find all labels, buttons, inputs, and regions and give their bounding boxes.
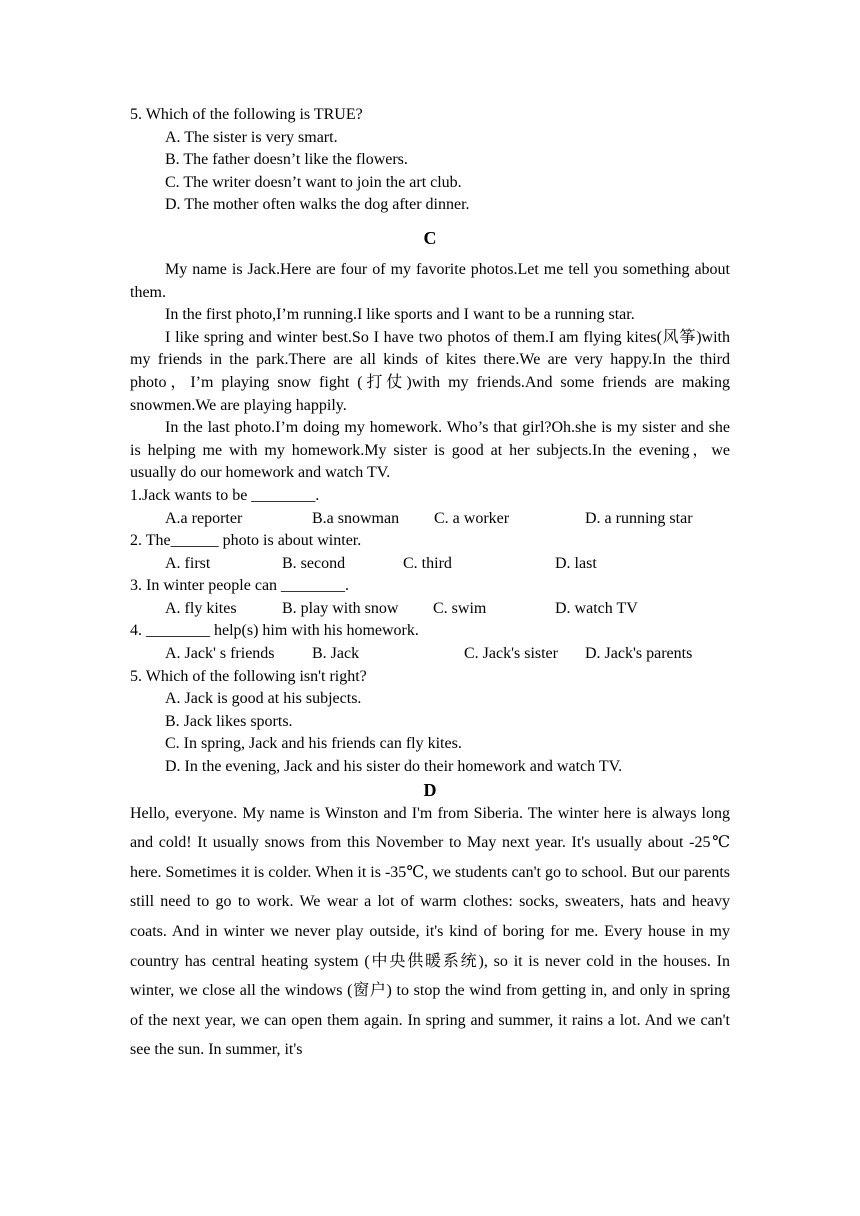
question-c4: 4. ________ help(s) him with his homework. (130, 622, 419, 640)
question-c1: 1.Jack wants to be ________. (130, 486, 320, 504)
option-c3-c: C. swim (433, 599, 487, 617)
option-c4-d: D. Jack's parents (585, 645, 693, 663)
passage-c-paragraph-4: In the last photo.I’m doing my homework. Who’s that girl?Oh.she is my sister and she is helping me with my homework.My sister is good at her subjects.In the evening，we usually do our homework and watch TV. (130, 419, 730, 482)
option-c2-b: B. second (282, 554, 346, 572)
option-b5-d: D. The mother often walks the dog after dinner. (165, 196, 470, 214)
option-c3-d: D. watch TV (555, 599, 638, 617)
option-c2-d: D. last (555, 554, 597, 572)
passage-d-text: Hello, everyone. My name is Winston and I'm from Siberia. The winter here is always long and cold! It usually snows from this November to May next year. It's usually about -25℃ here. Sometimes it is colder. When it is -35℃, we students can't go to school. But our parents still need to go to work. We wear a lot of warm clothes: socks, sweaters, hats and heavy coats. And in winter we never play outside, it's kind of boring for me. Every house in my country has central heating system (中央供暖系统), so it is never cold in the houses. In winter, we close all the windows (窗户) to stop the wind from getting in, and only in spring of the next year, we can open them again. In spring and summer, it rains a lot. And we can't see the sun. In summer, it's (130, 804, 730, 1059)
section-d-heading: D (423, 779, 437, 800)
options-c2 (130, 553, 730, 576)
question-c2: 2. The______ photo is about winter. (130, 532, 362, 550)
option-c5-b: B. Jack likes sports. (165, 712, 293, 730)
option-c1-d: D. a running star (585, 509, 693, 527)
section-c-heading: C (423, 227, 437, 248)
question-c3: 3. In winter people can ________. (130, 577, 350, 595)
option-c5-d: D. In the evening, Jack and his sister do their homework and watch TV. (165, 758, 623, 776)
option-c5-a: A. Jack is good at his subjects. (165, 690, 362, 708)
passage-c-paragraph-3: I like spring and winter best.So I have two photos of them.I am flying kites(风筝)with my friends in the park.There are all kinds of kites there.We are very happy.In the third photo，I’m playing snow fight (打仗)with my friends.And some friends are making snowmen.We are playing happily. (130, 328, 730, 414)
option-c2-c: C. third (403, 554, 452, 572)
option-b5-c: C. The writer doesn’t want to join the art club. (165, 173, 462, 191)
option-c5-c: C. In spring, Jack and his friends can fly kites. (165, 735, 462, 753)
option-c2-a: A. first (165, 554, 211, 572)
option-c4-b: B. Jack (312, 645, 360, 663)
passage-c-paragraph-2: In the first photo,I’m running.I like sports and I want to be a running star. (165, 306, 635, 324)
option-c1-c: C. a worker (434, 509, 510, 527)
worksheet-page (130, 104, 730, 1065)
option-c3-a: A. fly kites (165, 599, 237, 617)
options-c1 (130, 508, 730, 531)
passage-c-paragraph-1: My name is Jack.Here are four of my favorite photos.Let me tell you something about them. (130, 260, 730, 301)
options-c4 (130, 643, 730, 666)
option-c3-b: B. play with snow (282, 599, 399, 617)
option-b5-a: A. The sister is very smart. (165, 128, 338, 146)
question-b5: 5. Which of the following is TRUE? (130, 106, 363, 123)
option-c1-a: A.a reporter (165, 509, 243, 527)
option-c4-c: C. Jack's sister (464, 645, 558, 663)
option-c4-a: A. Jack' s friends (165, 645, 275, 663)
options-c3 (130, 598, 730, 621)
question-c5: 5. Which of the following isn't right? (130, 667, 367, 685)
option-c1-b: B.a snowman (312, 509, 400, 527)
option-b5-b: B. The father doesn’t like the flowers. (165, 151, 408, 169)
